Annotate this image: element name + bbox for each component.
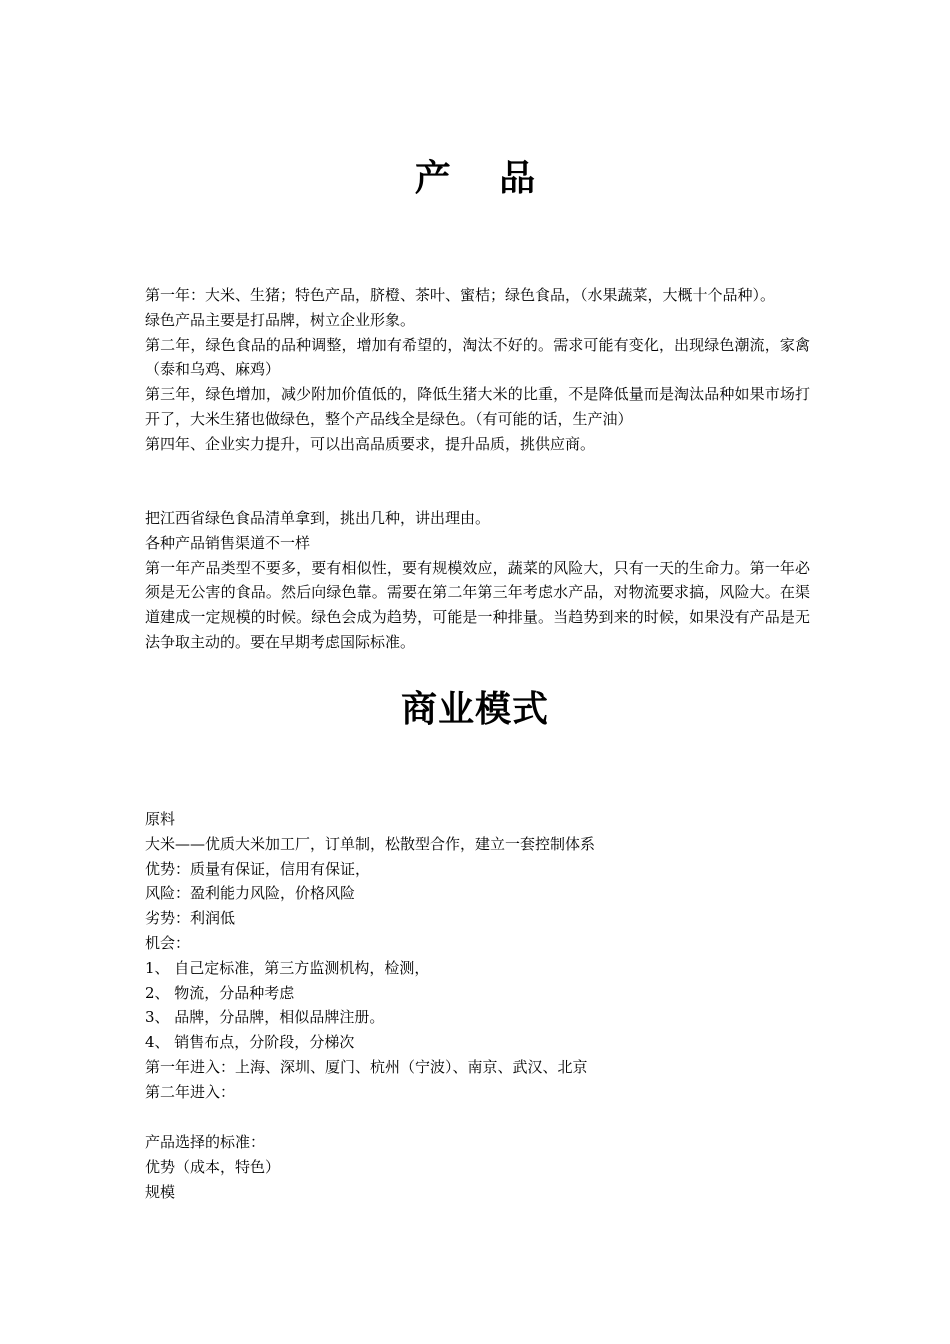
product-notes xyxy=(145,506,810,655)
list-item: 1、 自己定标准，第三方监测机构，检测， xyxy=(145,958,430,977)
paragraph: 第一年：大米、生猪；特色产品，脐橙、茶叶、蜜桔；绿色食品，（水果蔬菜，大概十个品种）。 xyxy=(145,286,776,304)
list-item: 机会： xyxy=(145,933,191,952)
paragraph: 第一年产品类型不要多，要有相似性，要有规模效应，蔬菜的风险大，只有一天的生命力。第一年必须是无公害的食品。然后向绿色靠。需要在第二年第三年考虑水产品，对物流要求搞，风险大。在渠道建成一定规模的时候。绿色会成为趋势，可能是一种排量。当趋势到来的时候，如果没有产品是无法争取主动的。要在早期考虑国际标准。 xyxy=(145,558,810,651)
product-year-plan xyxy=(145,283,810,457)
list-item: 劣势：利润低 xyxy=(145,909,236,928)
paragraph: 各种产品销售渠道不一样 xyxy=(145,533,311,552)
business-model-list xyxy=(145,807,810,1105)
list-item: 第一年进入：上海、深圳、厦门、杭州（宁波）、南京、武汉、北京 xyxy=(145,1057,588,1076)
section-title-product: 产 品 xyxy=(414,157,554,199)
list-item: 优势：质量有保证，信用有保证， xyxy=(145,859,371,878)
section-title-business-model: 商业模式 xyxy=(400,688,549,730)
list-item: 优势（成本，特色） xyxy=(145,1157,281,1176)
paragraph: 绿色产品主要是打品牌，树立企业形象。 xyxy=(145,310,416,329)
list-item: 大米——优质大米加工厂，订单制，松散型合作，建立一套控制体系 xyxy=(145,834,596,853)
list-item: 风险：盈利能力风险，价格风险 xyxy=(145,884,356,903)
list-item: 4、 销售布点，分阶段，分梯次 xyxy=(145,1033,355,1052)
list-item: 2、 物流，分品种考虑 xyxy=(145,983,295,1002)
paragraph: 第三年，绿色增加，减少附加价值低的，降低生猪大米的比重，不是降低量而是淘汰品种如果市场打开了，大米生猪也做绿色，整个产品线全是绿色。（有可能的话，生产油） xyxy=(145,385,810,428)
list-item: 规模 xyxy=(145,1182,176,1201)
paragraph: 第二年，绿色食品的品种调整，增加有希望的，淘汰不好的。需求可能有变化，出现绿色潮流，家禽（泰和乌鸡、麻鸡） xyxy=(145,335,810,379)
list-item: 产品选择的标准： xyxy=(145,1133,266,1151)
list-item: 3、 品牌，分品牌，相似品牌注册。 xyxy=(145,1008,385,1027)
paragraph: 把江西省绿色食品清单拿到，挑出几种，讲出理由。 xyxy=(145,509,491,527)
paragraph: 第四年、企业实力提升，可以出高品质要求，提升品质，挑供应商。 xyxy=(145,434,596,453)
list-item: 第二年进入： xyxy=(145,1082,236,1101)
list-item: 原料 xyxy=(145,810,176,828)
product-selection-criteria xyxy=(145,1130,810,1204)
